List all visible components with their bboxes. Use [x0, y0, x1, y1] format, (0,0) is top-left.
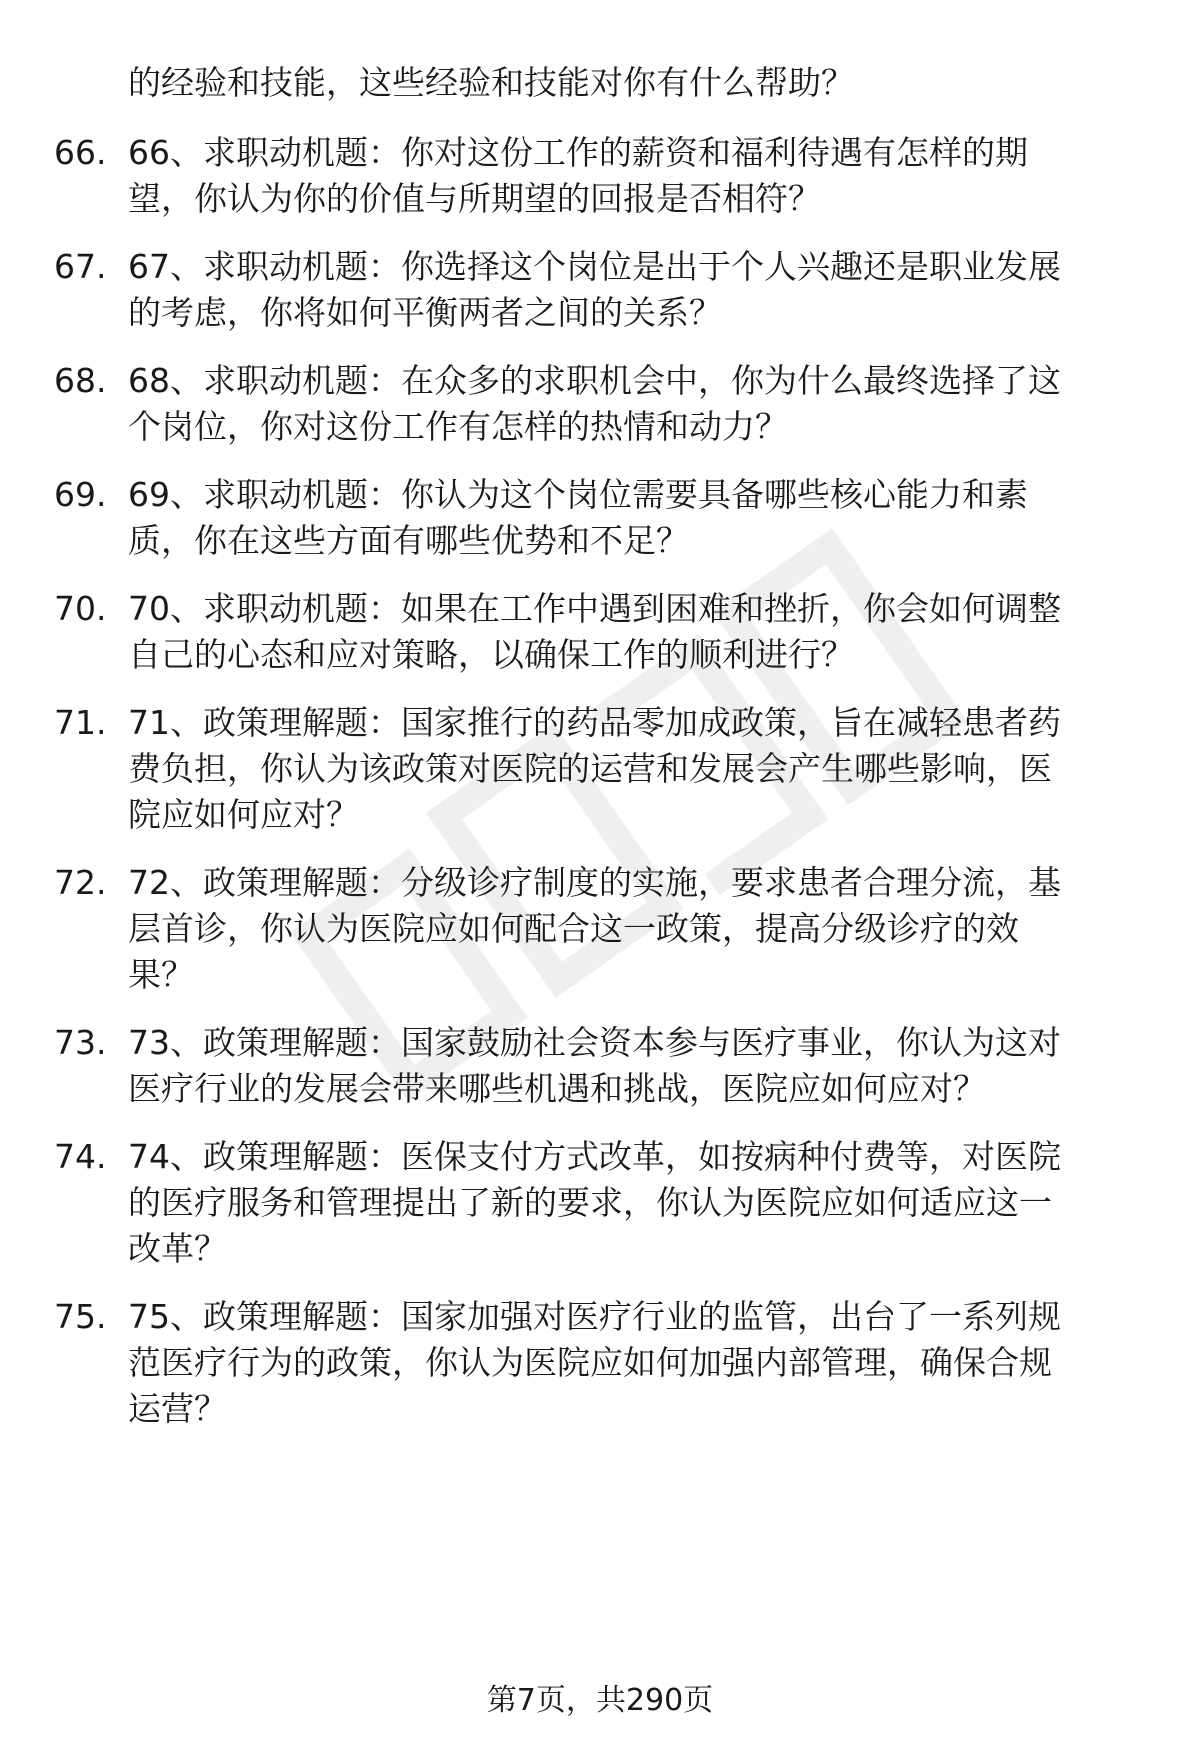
- list-item-line: 费负担，你认为该政策对医院的运营和发展会产生哪些影响，医: [128, 749, 1052, 788]
- list-item-number: 71.: [54, 703, 107, 742]
- list-item-line: 70、求职动机题：如果在工作中遇到困难和挫折，你会如何调整: [128, 589, 1061, 628]
- list-item-number: 74.: [54, 1137, 107, 1176]
- list-item-text: [128, 1020, 1148, 1112]
- list-item-line: 73、政策理解题：国家鼓励社会资本参与医疗事业，你认为这对: [128, 1023, 1061, 1062]
- list-item-number: 68.: [54, 361, 107, 400]
- list-item-text: [128, 244, 1148, 336]
- list-item-line: 的考虑，你将如何平衡两者之间的关系？: [128, 293, 722, 332]
- list-item-line: 层首诊，你认为医院应如何配合这一政策，提高分级诊疗的效: [128, 909, 1019, 948]
- list-item-text: [128, 860, 1148, 998]
- continuation-line: 的经验和技能，这些经验和技能对你有什么帮助？: [128, 63, 854, 102]
- list-item-text: [128, 472, 1148, 564]
- list-item-line: 质，你在这些方面有哪些优势和不足？: [128, 521, 689, 560]
- page-footer: 第7页，共290页: [486, 1683, 714, 1718]
- list-item-line: 改革？: [128, 1229, 227, 1268]
- list-item-text: [128, 1294, 1148, 1432]
- list-item-line: 个岗位，你对这份工作有怎样的热情和动力？: [128, 407, 788, 446]
- list-item-line: 医疗行业的发展会带来哪些机遇和挑战，医院应如何应对？: [128, 1069, 986, 1108]
- list-item-line: 72、政策理解题：分级诊疗制度的实施，要求患者合理分流，基: [128, 863, 1061, 902]
- list-item-line: 74、政策理解题：医保支付方式改革，如按病种付费等，对医院: [128, 1137, 1061, 1176]
- list-item-line: 68、求职动机题：在众多的求职机会中，你为什么最终选择了这: [128, 361, 1061, 400]
- list-item-line: 望，你认为你的价值与所期望的回报是否相符？: [128, 179, 821, 218]
- list-item-number: 73.: [54, 1023, 107, 1062]
- list-item-number: 66.: [54, 133, 107, 172]
- list-item-line: 院应如何应对？: [128, 795, 359, 834]
- list-item-line: 69、求职动机题：你认为这个岗位需要具备哪些核心能力和素: [128, 475, 1028, 514]
- list-item-text: [128, 1134, 1148, 1272]
- list-item-line: 自己的心态和应对策略，以确保工作的顺利进行？: [128, 635, 854, 674]
- list-item-line: 66、求职动机题：你对这份工作的薪资和福利待遇有怎样的期: [128, 133, 1028, 172]
- list-item-line: 范医疗行为的政策，你认为医院应如何加强内部管理，确保合规: [128, 1343, 1052, 1382]
- list-item-line: 运营？: [128, 1389, 227, 1428]
- list-item-number: 75.: [54, 1297, 107, 1336]
- list-item-line: 的医疗服务和管理提出了新的要求，你认为医院应如何适应这一: [128, 1183, 1052, 1222]
- list-item-text: [128, 130, 1148, 222]
- list-item-number: 69.: [54, 475, 107, 514]
- list-item-text: [128, 586, 1148, 678]
- list-item-line: 71、政策理解题：国家推行的药品零加成政策，旨在减轻患者药: [128, 703, 1061, 742]
- list-item-number: 72.: [54, 863, 107, 902]
- list-item-number: 70.: [54, 589, 107, 628]
- list-item-line: 果？: [128, 955, 194, 994]
- list-item-line: 75、政策理解题：国家加强对医疗行业的监管，出台了一系列规: [128, 1297, 1061, 1336]
- list-item-text: [128, 358, 1148, 450]
- list-item-line: 67、求职动机题：你选择这个岗位是出于个人兴趣还是职业发展: [128, 247, 1061, 286]
- list-item-text: [128, 700, 1148, 838]
- list-item-number: 67.: [54, 247, 107, 286]
